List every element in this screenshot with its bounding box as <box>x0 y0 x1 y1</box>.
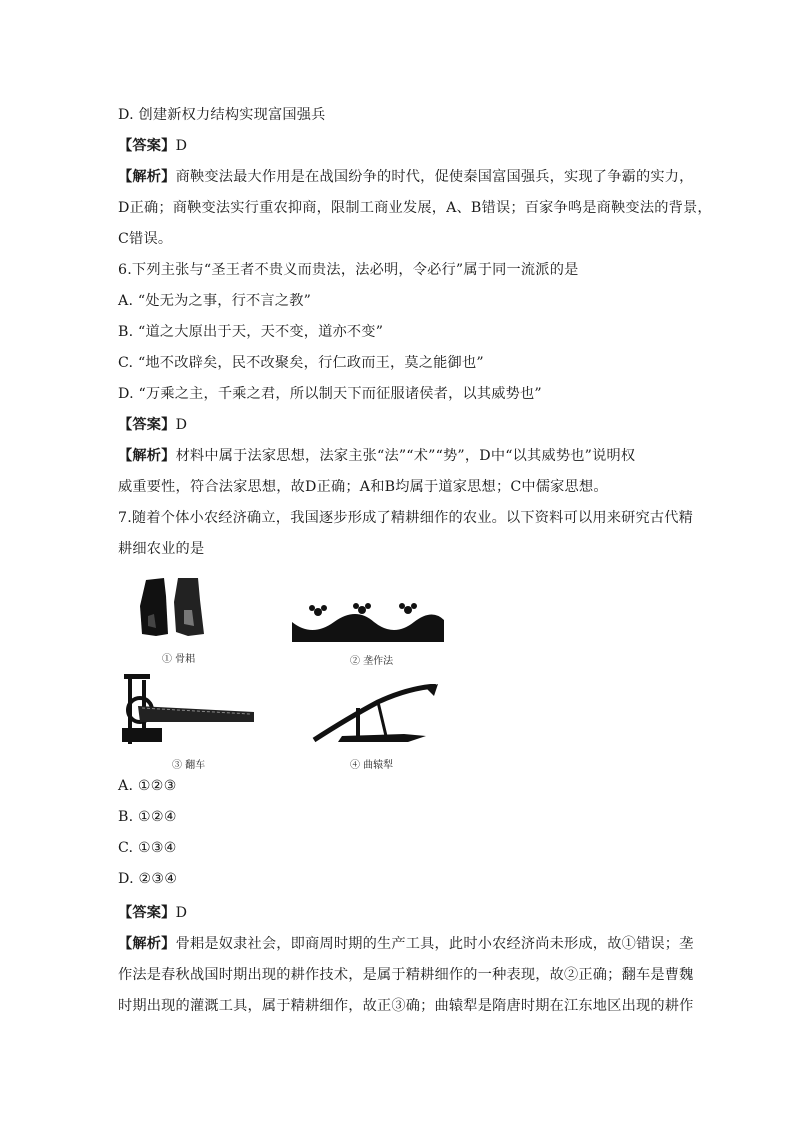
q7-stem-line-2: 耕细农业的是 <box>118 541 205 557</box>
q7-stem-line-1: 7.随着个体小农经济确立，我国逐步形成了精耕细作的农业。以下资料可以用来研究古代精 <box>118 510 694 526</box>
q6-option-b: B. “道之大原出于天，天不变，道亦不变” <box>118 324 384 340</box>
q6-analysis-line-1: 【解析】材料中属于法家思想，法家主张“法”“术”“势”，D中“以其威势也”说明权 <box>118 448 636 464</box>
q5-analysis-line-2: D正确；商鞅变法实行重农抑商，限制工商业发展，A、B错误；百家争鸣是商鞅变法的背景， <box>118 200 712 216</box>
q5-analysis-line-3: C错误。 <box>118 231 173 247</box>
q7-option-b: B. ①②④ <box>118 809 177 825</box>
q7-figure <box>118 572 458 771</box>
caption-water-wheel: ③ 翻车 <box>172 760 206 771</box>
q7-analysis-label: 【解析】 <box>118 936 176 952</box>
q6-stem: 6.下列主张与“圣王者不贵义而贵法，法必明，令必行”属于同一流派的是 <box>118 262 579 278</box>
ridge-farming-illustration <box>288 602 448 646</box>
q6-answer-label: 【答案】 <box>118 417 176 433</box>
q5-option-d: D. 创建新权力结构实现富国强兵 <box>118 107 326 123</box>
q5-answer-label: 【答案】 <box>118 138 176 154</box>
curved-plough-illustration <box>308 684 448 748</box>
q7-option-a: A. ①②③ <box>118 778 177 794</box>
q7-answer <box>118 902 187 922</box>
q6-option-c: C. “地不改辟矣，民不改聚矣，行仁政而王，莫之能御也” <box>118 355 484 371</box>
q6-analysis-label: 【解析】 <box>118 448 176 464</box>
q7-answer-value: D <box>175 905 188 921</box>
caption-curved-plough: ④ 曲辕犁 <box>350 760 394 771</box>
q7-analysis-line-3: 时期出现的灌溉工具，属于精耕细作，故正③确；曲辕犁是隋唐时期在江东地区出现的耕作 <box>118 998 694 1014</box>
q7-option-d: D. ②③④ <box>118 871 178 887</box>
q5-analysis-line-1: 【解析】商鞅变法最大作用是在战国纷争的时代，促使秦国富国强兵，实现了争霸的实力， <box>118 169 694 185</box>
q7-option-c: C. ①③④ <box>118 840 177 856</box>
water-wheel-illustration <box>118 672 258 746</box>
q7-answer-label: 【答案】 <box>118 905 176 921</box>
bone-spade-illustration <box>134 576 214 638</box>
q5-answer <box>118 135 187 155</box>
q6-answer-value: D <box>175 417 188 433</box>
q6-option-d: D. “万乘之主，千乘之君，所以制天下而征服诸侯者，以其威势也” <box>118 386 542 402</box>
q6-option-a: A. “处无为之事，行不言之教” <box>118 293 312 309</box>
q6-analysis-line-2: 威重要性，符合法家思想，故D正确；A和B均属于道家思想；C中儒家思想。 <box>118 479 608 495</box>
q7-analysis-line-2: 作法是春秋战国时期出现的耕作技术，是属于精耕细作的一种表现，故②正确；翻车是曹魏 <box>118 967 694 983</box>
q5-answer-value: D <box>175 138 188 154</box>
caption-bone-spade: ① 骨耜 <box>162 654 196 665</box>
q5-analysis-label: 【解析】 <box>118 169 176 185</box>
q6-answer <box>118 414 187 434</box>
q7-analysis-line-1: 【解析】骨耜是奴隶社会，即商周时期的生产工具，此时小农经济尚未形成，故①错误；垄 <box>118 936 694 952</box>
caption-ridge-farming: ② 垄作法 <box>350 656 394 667</box>
